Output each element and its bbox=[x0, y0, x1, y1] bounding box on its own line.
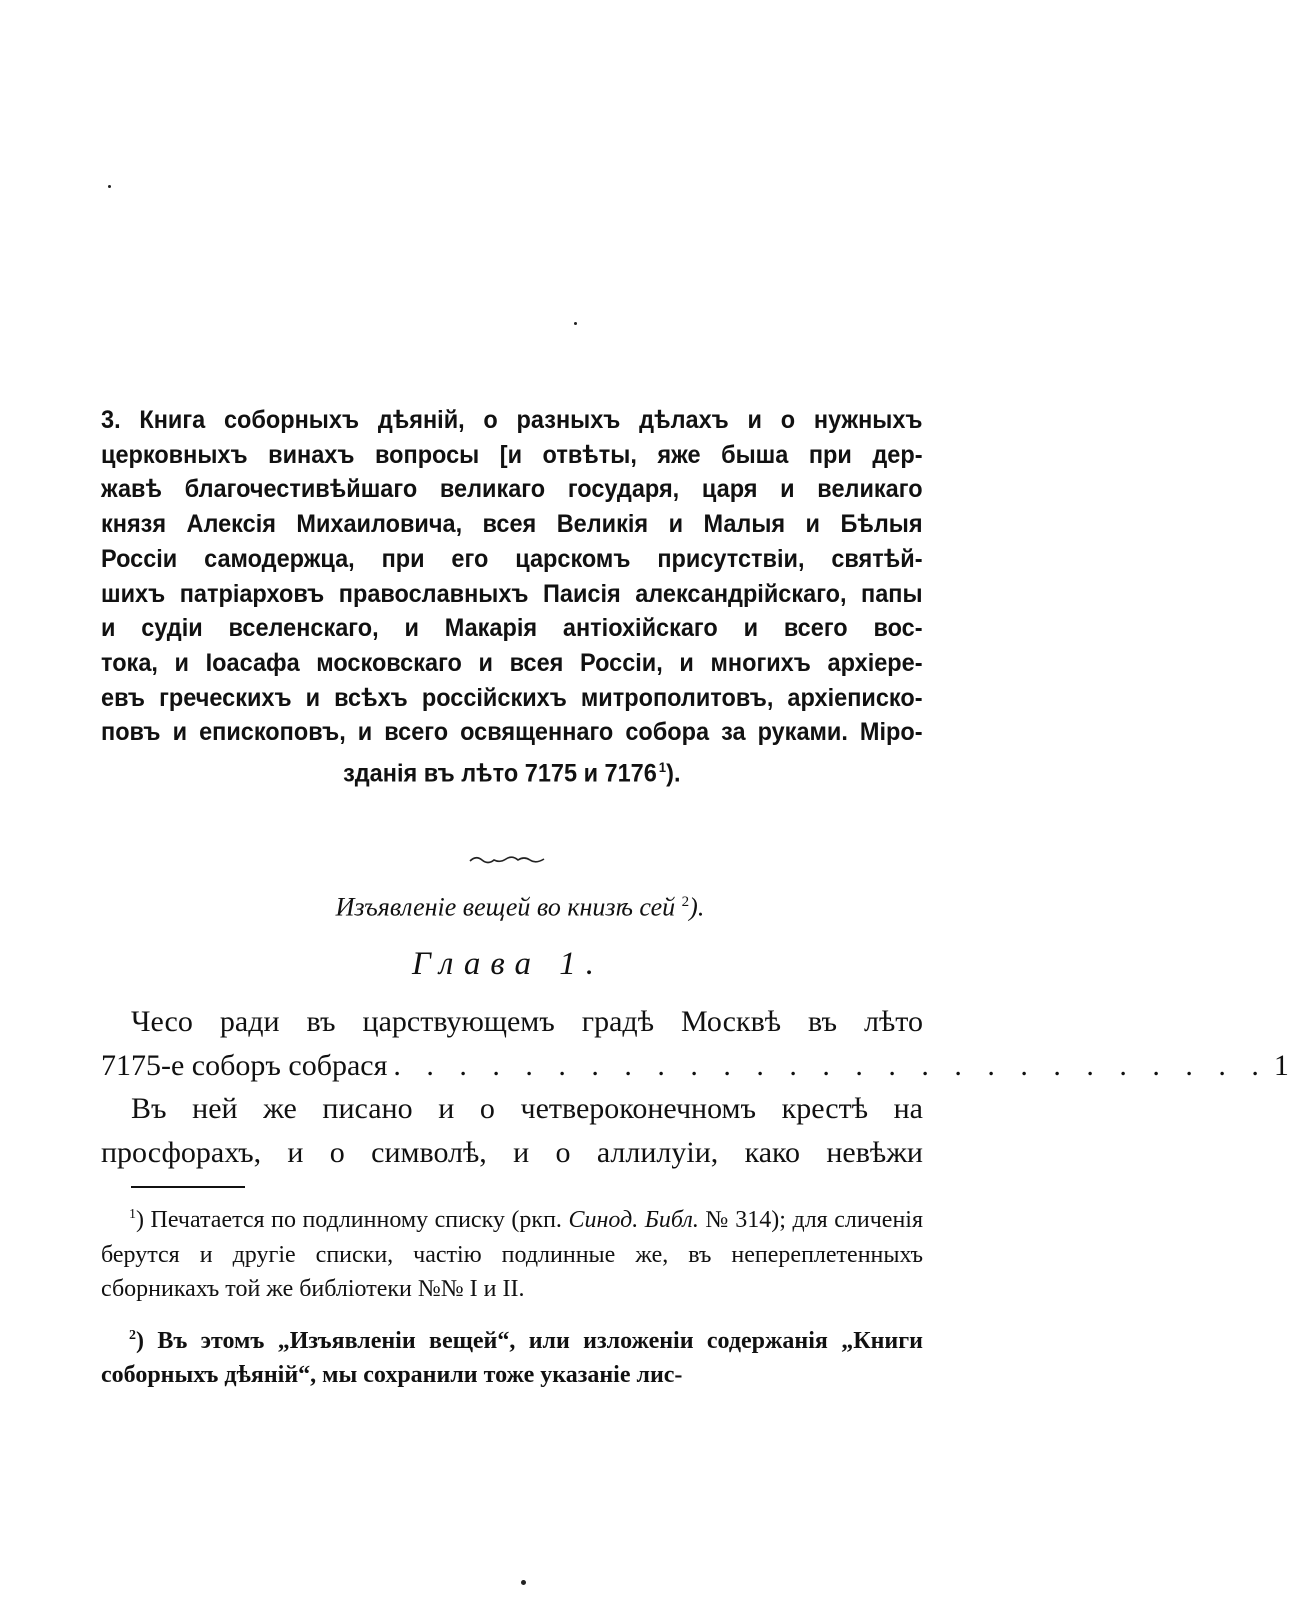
footnote-1-after: № 314); для сличенія берутся и другіе списки, частію подлинные же, въ непереплетенныхъ сборникахъ той же библіотеки №№ I и II. bbox=[101, 1207, 923, 1302]
footnote-1 bbox=[101, 1198, 923, 1307]
title-line: церковныхъ винахъ вопросы [и отвѣты, яже быша при дер- bbox=[101, 440, 923, 469]
toc-leader-dots: . . . . . . . . . . . . . . . . . . . . . . . . . . . bbox=[393, 1048, 1268, 1082]
footnotes bbox=[101, 1198, 923, 1393]
subtitle bbox=[20, 886, 1020, 924]
footnote-2-text: ) Въ этомъ „Изъявленіи вещей“, или изложеніи содержанія „Книги соборныхъ дѣяній“, мы сохранили тоже указаніе лис- bbox=[101, 1327, 923, 1388]
print-speck bbox=[574, 322, 577, 325]
footnote-1-before: ) Печатается по подлинному списку (ркп. bbox=[136, 1207, 569, 1233]
footnote-2 bbox=[101, 1319, 923, 1393]
title-line: Россіи самодержца, при его царскомъ присутствіи, святѣй- bbox=[101, 544, 923, 573]
print-speck bbox=[108, 185, 111, 188]
title-line: князя Алексія Михаиловича, всея Великія и Малыя и Бѣлыя bbox=[101, 510, 923, 539]
footnote-2-mark: 2 bbox=[129, 1327, 136, 1343]
footnote-1-mark: 1 bbox=[129, 1207, 136, 1222]
paragraph-line: Въ ней же писано и о четвероконечномъ крестѣ на bbox=[131, 1092, 923, 1125]
document-title-block bbox=[101, 403, 923, 791]
footnote-1-italic: Синод. Библ. bbox=[568, 1207, 699, 1233]
toc-entry-line: Чесо ради въ царствующемъ градѣ Москвѣ въ лѣто bbox=[131, 1005, 923, 1038]
title-line: 3. Книга соборныхъ дѣяній, о разныхъ дѣлахъ и о нужныхъ bbox=[101, 406, 923, 434]
toc-entry-line bbox=[101, 1044, 1289, 1088]
title-last-end: ). bbox=[666, 759, 681, 788]
toc-entry-text: 7175-е соборъ собрася bbox=[101, 1048, 388, 1082]
title-line: жавѣ благочестивѣйшаго великаго государя, царя и великаго bbox=[101, 475, 923, 504]
title-line: повъ и епископовъ, и всего освященнаго собора за руками. Міро- bbox=[101, 718, 923, 747]
title-line: и судіи вселенскаго, и Макарія антіохійскаго и всего вос- bbox=[101, 614, 923, 643]
title-line: тока, и Іоасафа московскаго и всея Россіи, и многихъ архіере- bbox=[101, 648, 923, 677]
chapter-heading: Глава 1. bbox=[412, 946, 604, 982]
title-line: евъ греческихъ и всѣхъ россійскихъ митрополитовъ, архіеписко- bbox=[101, 683, 923, 712]
footnote-ref-2: 2 bbox=[681, 894, 690, 910]
subtitle-text: Изъявленіе вещей во книзѣ сей bbox=[335, 892, 676, 922]
title-last-text: зданія въ лѣто 7175 и 7176 bbox=[343, 759, 657, 788]
title-last-line bbox=[101, 750, 923, 791]
subtitle-end: ). bbox=[689, 892, 705, 922]
toc-page-number: 1 bbox=[1273, 1048, 1289, 1082]
footnote-separator bbox=[131, 1186, 245, 1188]
ornament-divider bbox=[468, 852, 548, 866]
paragraph-line: просфорахъ, и о символѣ, и о аллилуіи, како невѣжи bbox=[101, 1135, 923, 1169]
body-text bbox=[101, 1000, 1289, 1174]
print-speck bbox=[521, 1580, 526, 1585]
footnote-ref-1: 1 bbox=[658, 759, 667, 776]
title-line: шихъ патріарховъ православныхъ Паисія александрійскаго, папы bbox=[101, 579, 923, 608]
